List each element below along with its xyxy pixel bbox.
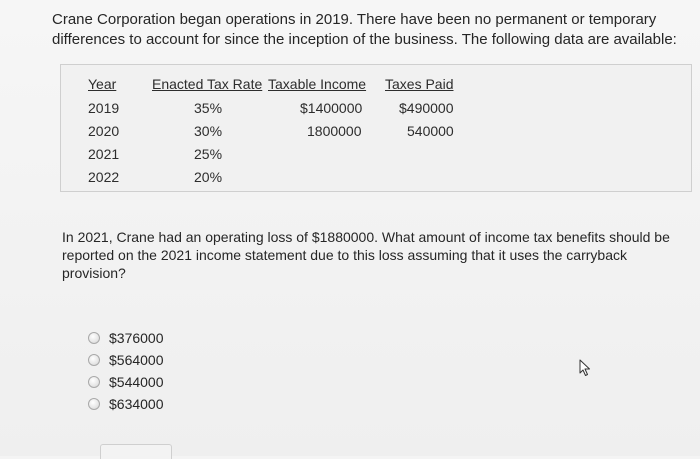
cell-year: 2021 [88,146,120,162]
header-year: Year [88,76,117,92]
mouse-pointer-icon [578,359,592,377]
cell-tax-rate: 30% [194,123,223,139]
radio-button-icon[interactable] [88,354,100,366]
cell-taxes-paid: $490000 [399,100,454,116]
header-taxable-income: Taxable Income [268,76,367,92]
cell-year: 2022 [88,169,120,185]
cell-tax-rate: 20% [194,169,223,185]
cell-taxes-paid: 540000 [407,123,454,139]
cell-year: 2019 [88,100,120,116]
radio-button-icon[interactable] [88,398,100,410]
option-label: $376000 [109,330,164,346]
option-label: $634000 [109,396,164,412]
option-label: $564000 [109,352,164,368]
answer-option[interactable] [88,349,164,371]
option-label: $544000 [109,374,164,390]
cell-tax-rate: 35% [194,100,223,116]
answer-option[interactable] [88,327,164,349]
question-text: In 2021, Crane had an operating loss of $1880000. What amount of income tax benefits should be reported on the 2021 income statement due to this loss assuming that it uses the carryback provision? [62,229,670,281]
answer-options [88,327,164,415]
cell-taxable-income: 1800000 [307,123,362,139]
answer-option[interactable] [88,371,164,393]
answer-option[interactable] [88,393,164,415]
radio-button-icon[interactable] [88,376,100,388]
cell-taxable-income: $1400000 [300,100,363,116]
data-table [60,64,692,192]
problem-intro: Crane Corporation began operations in 2019. There have been no permanent or temporary differences to account for since the inception of the business. The following data are available: [52,11,677,48]
cell-year: 2020 [88,123,120,139]
header-taxes-paid: Taxes Paid [385,76,454,92]
radio-button-icon[interactable] [88,332,100,344]
cell-tax-rate: 25% [194,146,223,162]
next-control[interactable] [100,444,172,459]
header-tax-rate: Enacted Tax Rate [152,76,263,92]
